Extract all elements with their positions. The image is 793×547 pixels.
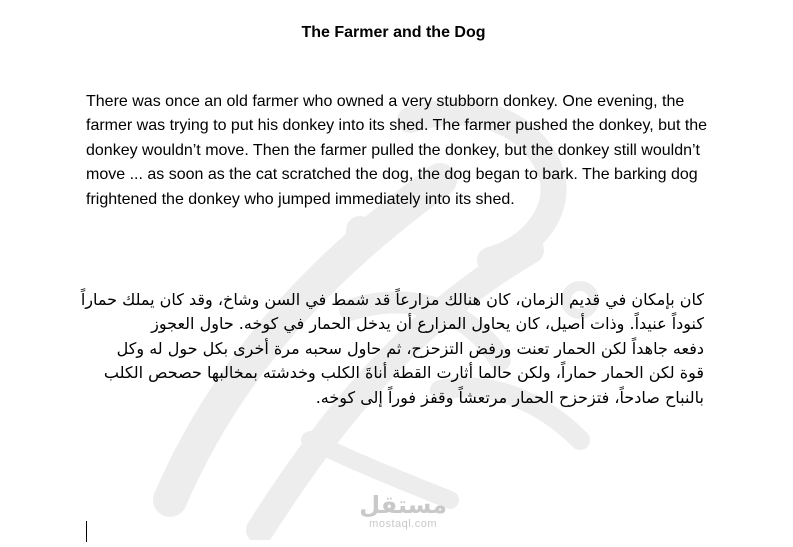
watermark-brand-latin: mostaql.com — [369, 518, 438, 530]
arabic-line: بالنباح صادحاً، فتزحزح الحمار مرتعشاً وقفز فوراً إلى كوخه. — [315, 387, 704, 407]
arabic-paragraph[interactable] — [80, 288, 704, 410]
document-title: The Farmer and the Dog — [301, 24, 486, 41]
text-cursor — [86, 521, 87, 542]
arabic-line: دفعه جاهداً لكن الحمار تعنت ورفض التزحزح، ثم حاول سحبه مرة أخرى بكل حول له وكل — [116, 338, 704, 358]
watermark-brand-arabic: مستقل — [359, 491, 447, 519]
arabic-line: قوة لكن الحمار حماراً، ولكن حالما أثارت القطة أناةَ الكلب وخدشته بمخالبها حصحص الكلب — [103, 363, 704, 383]
arabic-line: كنوداً عنيداً. وذات أصيل، كان يحاول المزارع أن يدخل الحمار في كوخه. حاول العجوز — [151, 314, 704, 334]
english-paragraph[interactable]: There was once an old farmer who owned a very stubborn donkey. One evening, the farmer was trying to put his donkey into its shed. The farmer pushed the donkey, but the donkey wouldn’t move. Then the farmer pulled the donkey, but the donkey still wouldn’t move ... as soon as the cat scratched the dog, the dog began to bark. The barking dog frightened the donkey who jumped immediately into its shed. — [86, 93, 708, 208]
arabic-line: كان بإمكان في قديم الزمان، كان هنالك مزارعاً قد شمط في السن وشاخ، وقد كان يملك حماراً — [80, 290, 704, 309]
watermark-logo — [359, 492, 447, 530]
